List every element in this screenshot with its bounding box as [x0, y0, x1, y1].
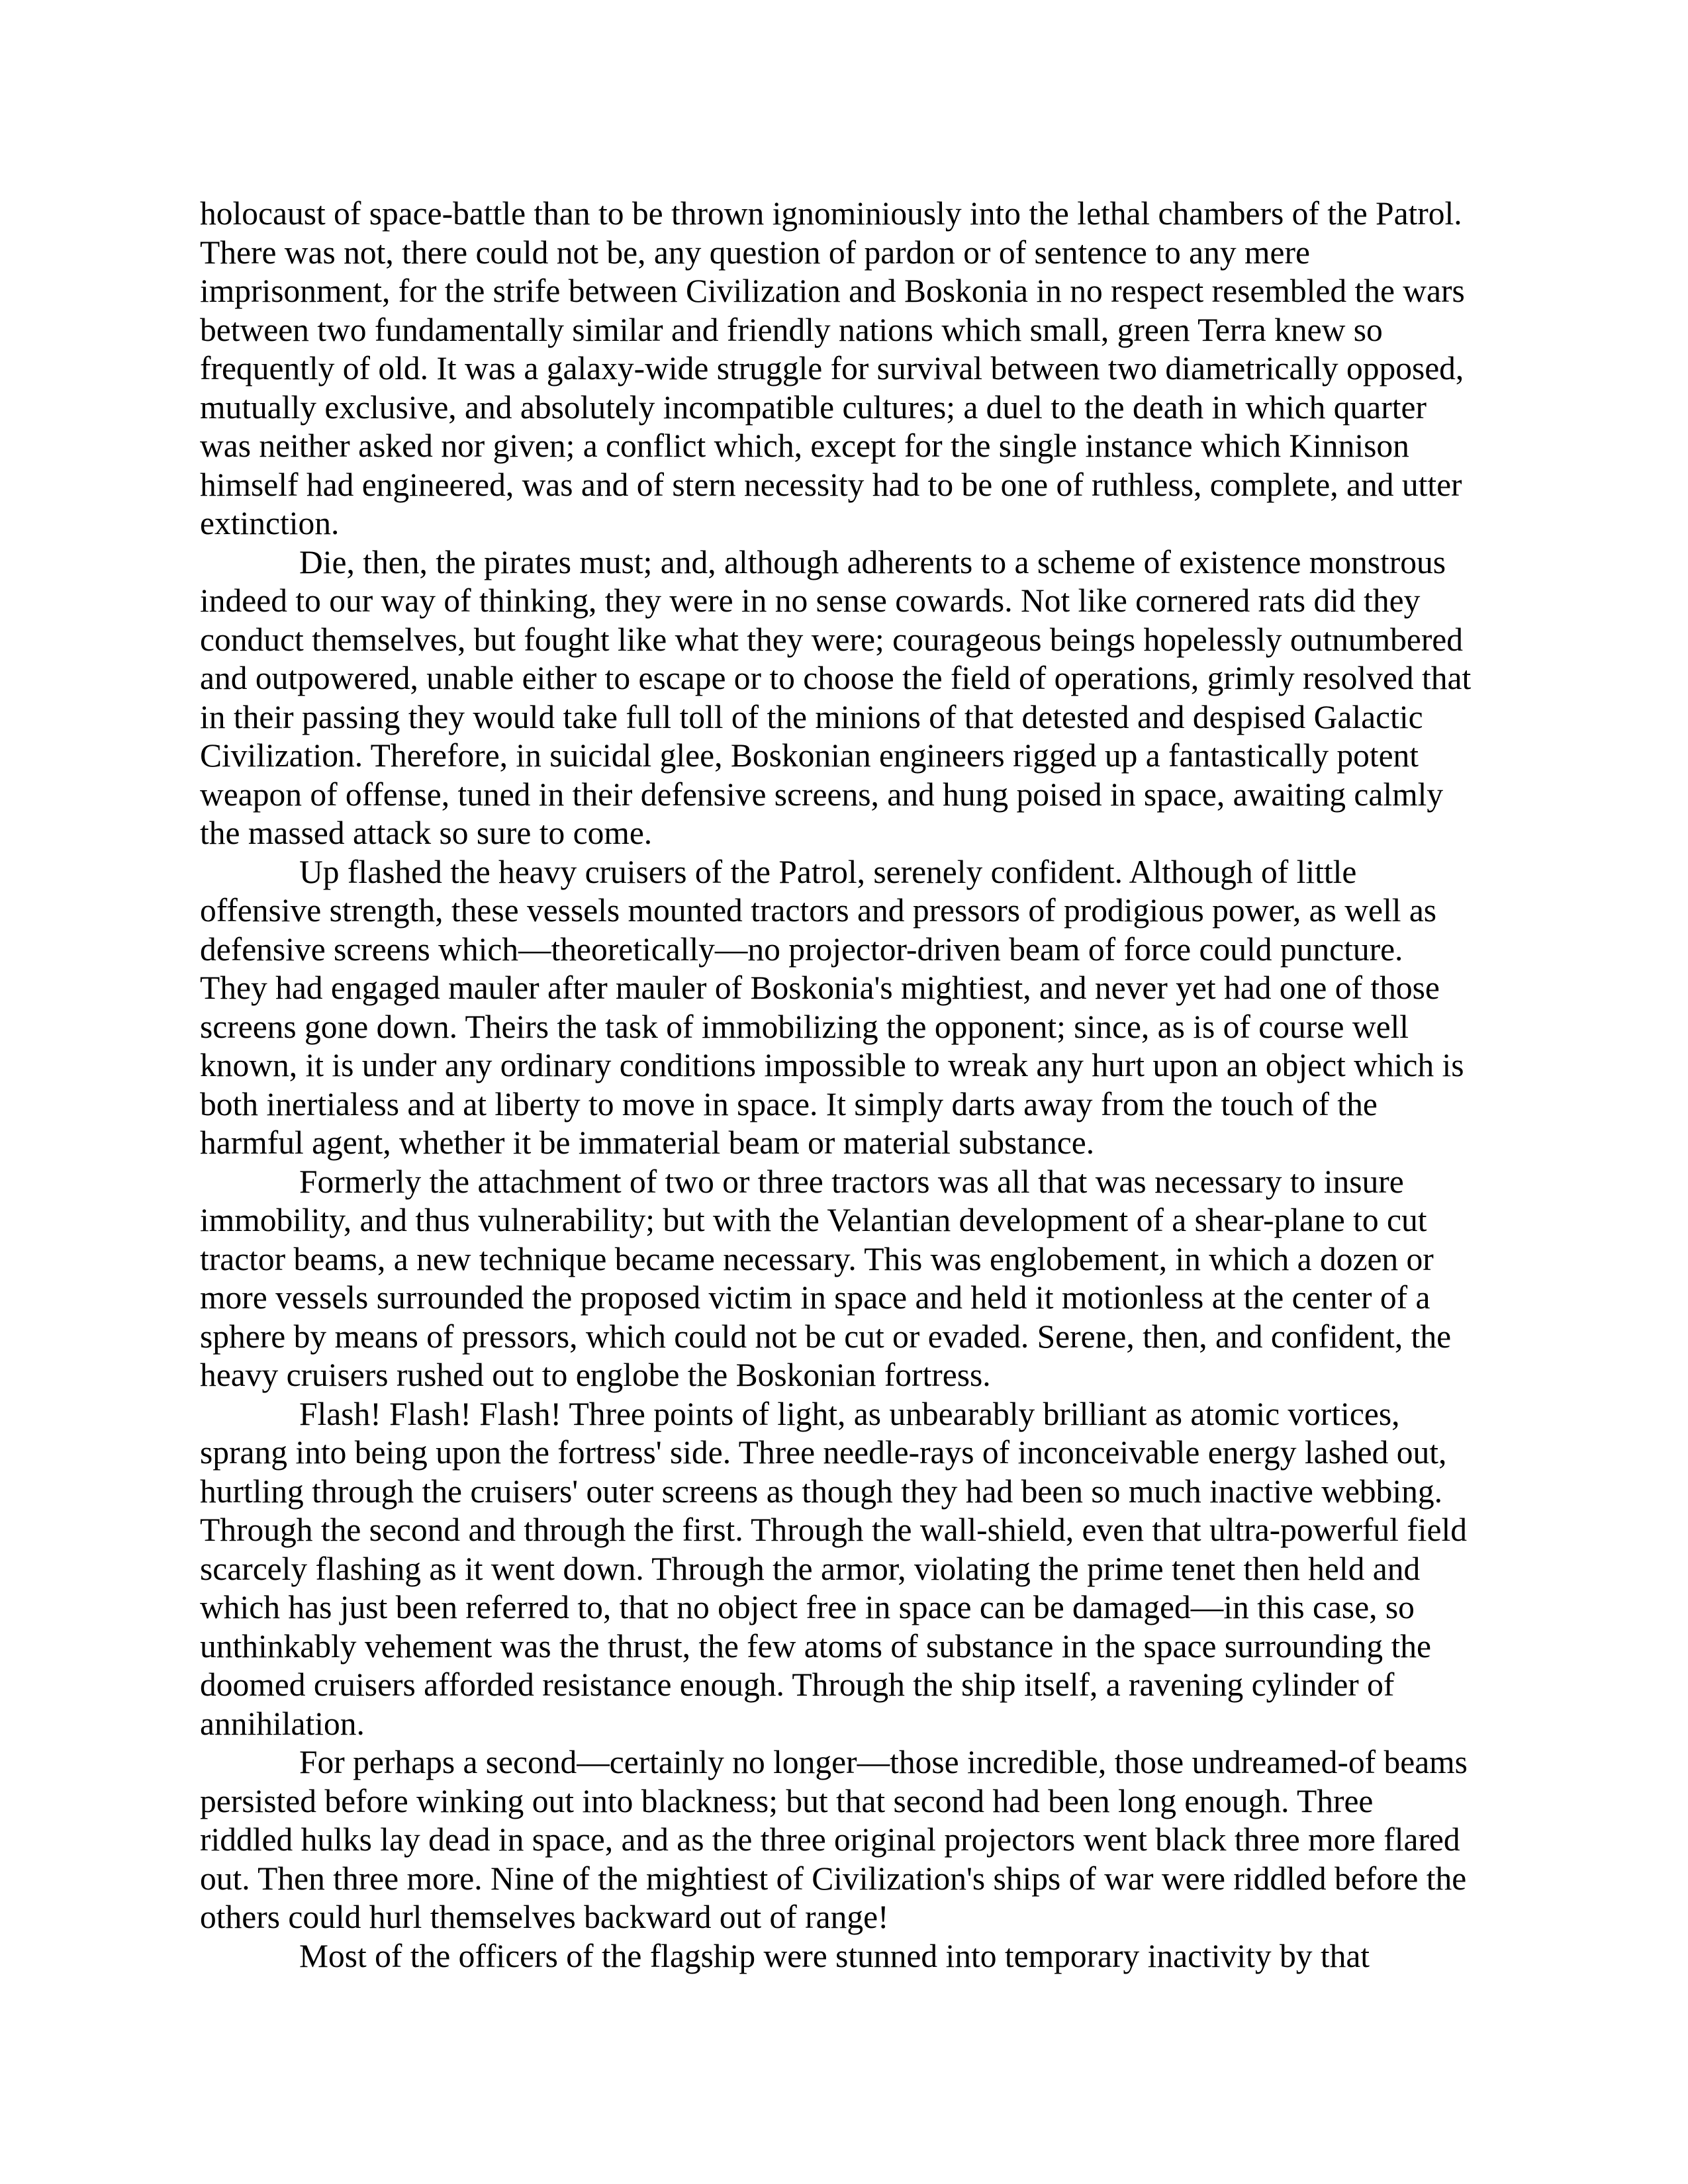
paragraph-heavy-cruisers: Up flashed the heavy cruisers of the Patrol, serenely confident. Although of little offensive strength, these vessels mounted tractors and pressors of prodigious power, as well as defensive screens which—theoretically—no projector-driven beam of force could puncture. They had engaged mauler after mauler of Boskonia's mightiest, and never yet had one of those screens gone down. Theirs the task of immobilizing the opponent; since, as is of course well known, it is under any ordinary conditions impossible to wreak any hurt upon an object which is both inertialess and at liberty to move in space. It simply darts away from the touch of the harmful agent, whether it be immaterial beam or material substance. [200, 853, 1464, 1161]
paragraph-riddled-hulks: For perhaps a second—certainly no longer—those incredible, those undreamed-of beams persisted before winking out into blackness; but that second had been long enough. Three riddled hulks lay dead in space, and as the three original projectors went black three more flared out. Then three more. Nine of the mightiest of Civilization's ships of war were riddled before the others could hurl themselves backward out of range! [200, 1744, 1468, 1935]
paragraph-pirates-must-die: Die, then, the pirates must; and, although adherents to a scheme of existence monstrous indeed to our way of thinking, they were in no sense cowards. Not like cornered rats did they conduct themselves, but fought like what they were; courageous beings hopelessly outnumbered and outpowered, unable either to escape or to choose the field of operations, grimly resolved that in their passing they would take full toll of the minions of that detested and despised Galactic Civilization. Therefore, in suicidal glee, Boskonian engineers rigged up a fantastically potent weapon of offense, tuned in their defensive screens, and hung poised in space, awaiting calmly the massed attack so sure to come. [200, 543, 1472, 851]
paragraph-continued-holocaust: holocaust of space-battle than to be thrown ignominiously into the lethal chambers of the Patrol. There was not, there could not be, any question of pardon or of sentence to any mere imprisonment, for the strife between Civilization and Boskonia in no respect resembled the wars between two fundamentally similar and friendly nations which small, green Terra knew so frequently of old. It was a galaxy-wide struggle for survival between two diametrically opposed, mutually exclusive, and absolutely incompatible cultures; a duel to the death in which quarter was neither asked nor given; a conflict which, except for the single instance which Kinnison himself had engineered, was and of stern necessity had to be one of ruthless, complete, and utter extinction. [200, 195, 1465, 541]
body-text [200, 195, 1474, 1976]
paragraph-flagship-officers: Most of the officers of the flagship were stunned into temporary inactivity by that [299, 1937, 1370, 1974]
paragraph-englobement: Formerly the attachment of two or three tractors was all that was necessary to insure immobility, and thus vulnerability; but with the Velantian development of a shear-plane to cut tractor beams, a new technique became necessary. This was englobement, in which a dozen or more vessels surrounded the proposed victim in space and held it motionless at the center of a sphere by means of pressors, which could not be cut or evaded. Serene, then, and confident, the heavy cruisers rushed out to englobe the Boskonian fortress. [200, 1163, 1452, 1393]
paragraph-flash-needle-rays: Flash! Flash! Flash! Three points of light, as unbearably brilliant as atomic vortices, sprang into being upon the fortress' side. Three needle-rays of inconceivable energy lashed out, hurtling through the cruisers' outer screens as though they had been so much inactive webbing. Through the second and through the first. Through the wall-shield, even that ultra-powerful field scarcely flashing as it went down. Through the armor, violating the prime tenet then held and which has just been referred to, that no object free in space can be damaged—in this case, so unthinkably vehement was the thrust, the few atoms of substance in the space surrounding the doomed cruisers afforded resistance enough. Through the ship itself, a ravening cylinder of annihilation. [200, 1395, 1467, 1742]
